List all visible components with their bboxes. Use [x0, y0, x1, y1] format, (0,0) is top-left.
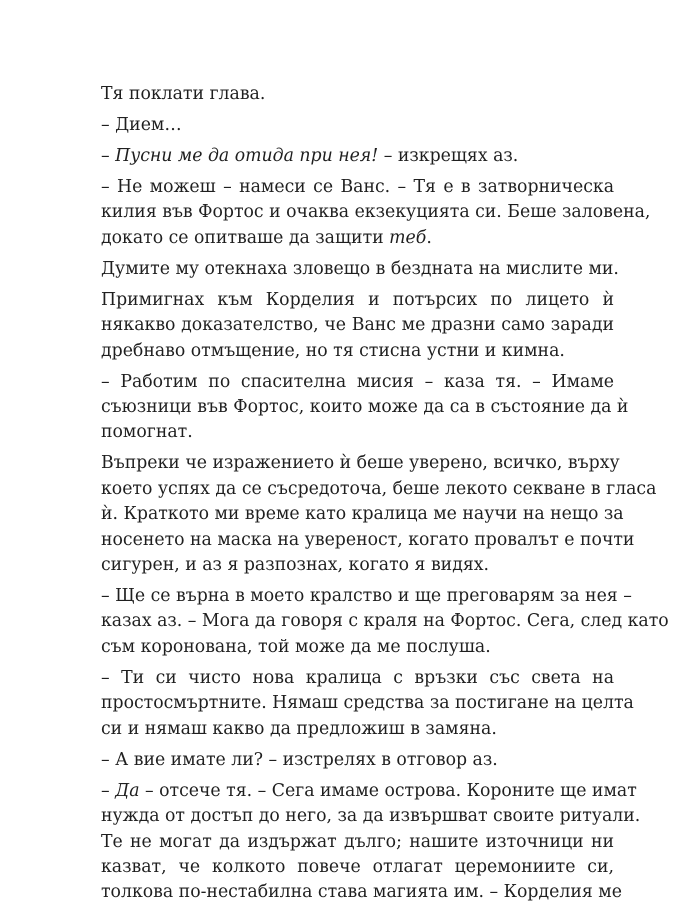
paragraph	[83, 451, 657, 578]
text-line: – А вие имате ли? – изстрелях в отговор аз.	[101, 749, 498, 770]
text-line: Те не могат да издържат дълго; нашите източници ни	[101, 831, 614, 852]
text-line: Въпреки че изражението ѝ беше уверено, всичко, върху	[101, 453, 620, 474]
text-line: – Работим по спасителна мисия – каза тя. – Имаме	[101, 371, 614, 392]
text-line: – Пусни ме да отида при нея! – изкрещях аз.	[101, 146, 519, 166]
paragraph	[83, 779, 641, 906]
paragraph	[83, 175, 651, 251]
text-line: дребнаво отмъщение, но тя стисна устни и кимна.	[101, 340, 565, 361]
text-line: – Дием…	[101, 115, 182, 135]
paragraph	[83, 288, 614, 364]
text-line: което успях да се съсредоточа, беше лекото секване в гласа	[101, 478, 657, 499]
text-line: – Ще се върна в моето кралство и ще преговарям за нея –	[101, 586, 632, 607]
text-line: помогнат.	[101, 422, 193, 443]
paragraph	[83, 584, 669, 660]
paragraph	[83, 257, 619, 282]
text-line: Думите му отекнаха зловещо в бездната на мислите ми.	[101, 258, 619, 279]
text-line: носенето на маска на увереност, когато провалът е почти	[101, 529, 635, 550]
paragraph	[83, 113, 614, 138]
text-line: Примигнах към Корделия и потърсих по лицето ѝ	[101, 289, 614, 310]
text-line: си и нямаш какво да предложиш в замяна.	[101, 718, 497, 739]
text-line: докато се опитваше да защити теб.	[101, 227, 432, 248]
text-line: казах аз. – Мога да говоря с краля на Фортос. Сега, след като	[101, 611, 669, 632]
paragraph	[83, 666, 634, 742]
text-line: съюзници във Фортос, които може да са в състояние да ѝ	[101, 397, 629, 418]
text-line: нужда от достъп до него, за да извършват своите ритуали.	[101, 806, 641, 827]
text-line: ѝ. Краткото ми време като кралица ме научи на нещо за	[101, 504, 624, 525]
text-line: – Не можеш – намеси се Ванс. – Тя е в затворническа	[101, 177, 614, 197]
text-line: – Да – отсече тя. – Сега имаме острова. Короните ще имат	[101, 780, 637, 801]
text-line: – Ти си чисто нова кралица с връзки със света на	[101, 667, 614, 688]
text-line: Тя поклати глава.	[101, 84, 266, 104]
text-line: простосмъртните. Нямаш средства за постигане на целта	[101, 693, 634, 714]
book-page	[83, 82, 669, 911]
text-line: сигурен, и аз я разпознах, когато я видях.	[101, 555, 489, 576]
text-line: толкова по-нестабилна става магията им. – Корделия ме	[101, 882, 622, 903]
text-line: казват, че колкото повече отлагат церемониите си,	[101, 856, 614, 877]
text-line: някакво доказателство, че Ванс ме дразни само заради	[101, 315, 614, 336]
paragraph	[83, 370, 629, 446]
paragraph	[83, 748, 614, 773]
text-line: съм коронована, той може да ме послуша.	[101, 636, 491, 657]
paragraph	[83, 82, 614, 107]
paragraph	[83, 144, 614, 169]
text-line: килия във Фортос и очаква екзекуцията си. Беше заловена,	[101, 202, 651, 223]
